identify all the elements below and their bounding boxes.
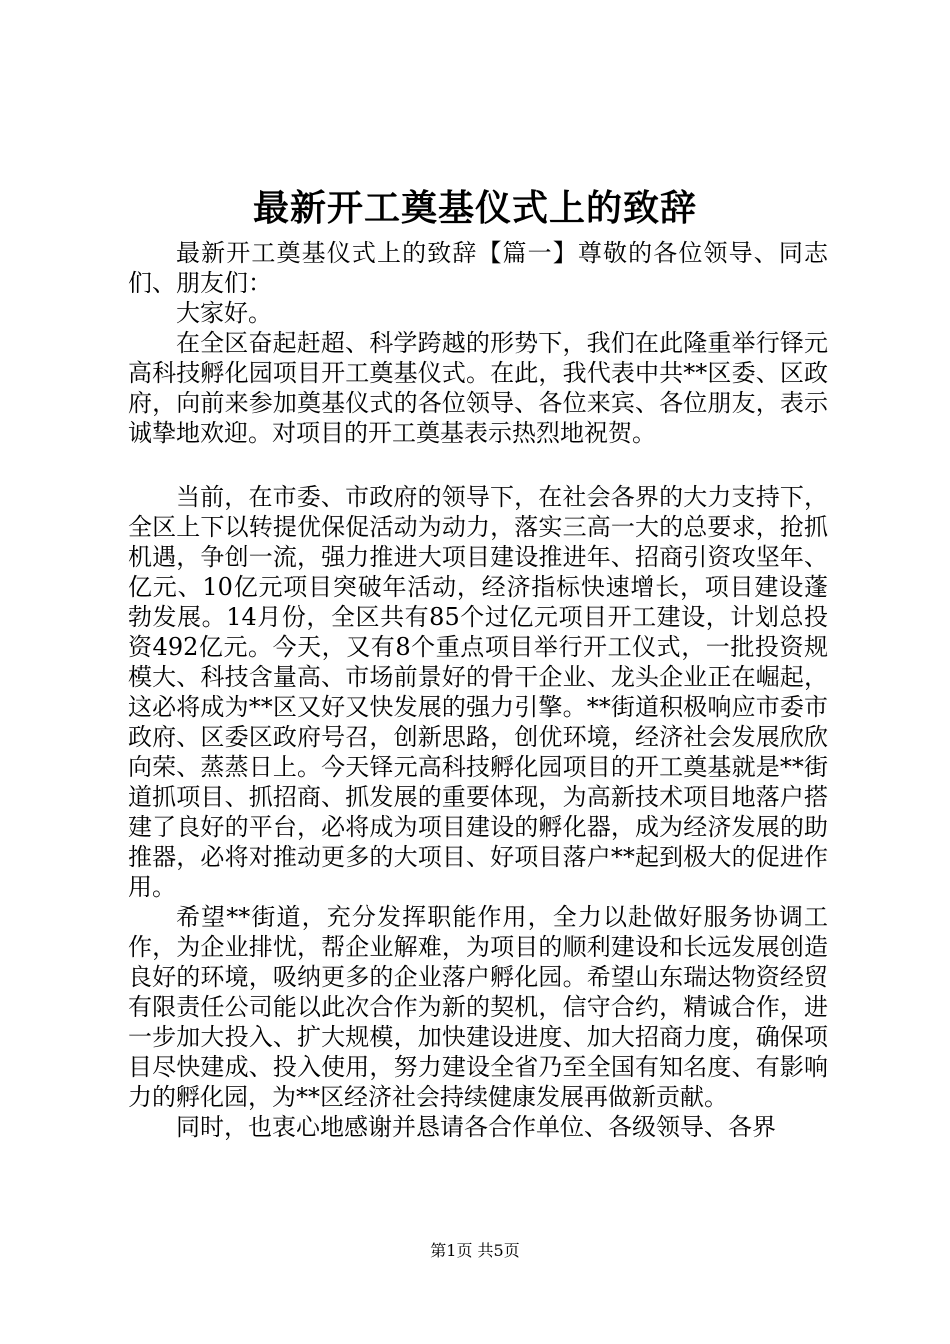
paragraph-hello: 大家好。 — [176, 299, 272, 327]
document-body — [128, 238, 828, 1142]
paragraph-greeting: 最新开工奠基仪式上的致辞【篇一】尊敬的各位领导、同志们、朋友们： — [128, 239, 828, 297]
page-footer: 第1页 共5页 — [430, 1241, 520, 1260]
document-title: 最新开工奠基仪式上的致辞 — [252, 187, 697, 229]
paragraph-current-situation: 当前，在市委、市政府的领导下，在社会各界的大力支持下，全区上下以转提优保促活动为动力，落实三高一大的总要求，抢抓机遇，争创一流，强力推进大项目建设推进年、招商引资攻坚年、亿元、10亿元项目突破年活动，经济指标快速增长，项目建设蓬勃发展。14月份，全区共有85个过亿元项目开工建设，计划总投资492亿元。今天，又有8个重点项目举行开工仪式，一批投资规模大、科技含量高、市场前景好的骨干企业、龙头企业正在崛起，这必将成为**区又好又快发展的强力引擎。**街道积极响应市委市政府、区委区政府号召，创新思路，创优环境，经济社会发展欣欣向荣、蒸蒸日上。今天铎元高科技孵化园项目的开工奠基就是**街道抓项目、抓招商、抓发展的重要体现，为高新技术项目地落户搭建了良好的平台，必将成为项目建设的孵化器，成为经济发展的助推器，必将对推动更多的大项目、好项目落户**起到极大的促进作用。 — [128, 483, 828, 901]
paragraph-welcome: 在全区奋起赶超、科学跨越的形势下，我们在此隆重举行铎元高科技孵化园项目开工奠基仪式。在此，我代表中共**区委、区政府，向前来参加奠基仪式的各位领导、各位来宾、各位朋友，表示诚挚地欢迎。对项目的开工奠基表示热烈地祝贺。 — [128, 329, 828, 447]
paragraph-thanks: 同时，也衷心地感谢并恳请各合作单位、各级领导、各界 — [176, 1113, 776, 1141]
paragraph-hopes: 希望**街道，充分发挥职能作用，全力以赴做好服务协调工作，为企业排忧，帮企业解难，为项目的顺利建设和长远发展创造良好的环境，吸纳更多的企业落户孵化园。希望山东瑞达物资经贸有限责任公司能以此次合作为新的契机，信守合约，精诚合作，进一步加大投入、扩大规模，加快建设进度、加大招商力度，确保项目尽快建成、投入使用，努力建设全省乃至全国有知名度、有影响力的孵化园，为**区经济社会持续健康发展再做新贡献。 — [128, 903, 828, 1111]
